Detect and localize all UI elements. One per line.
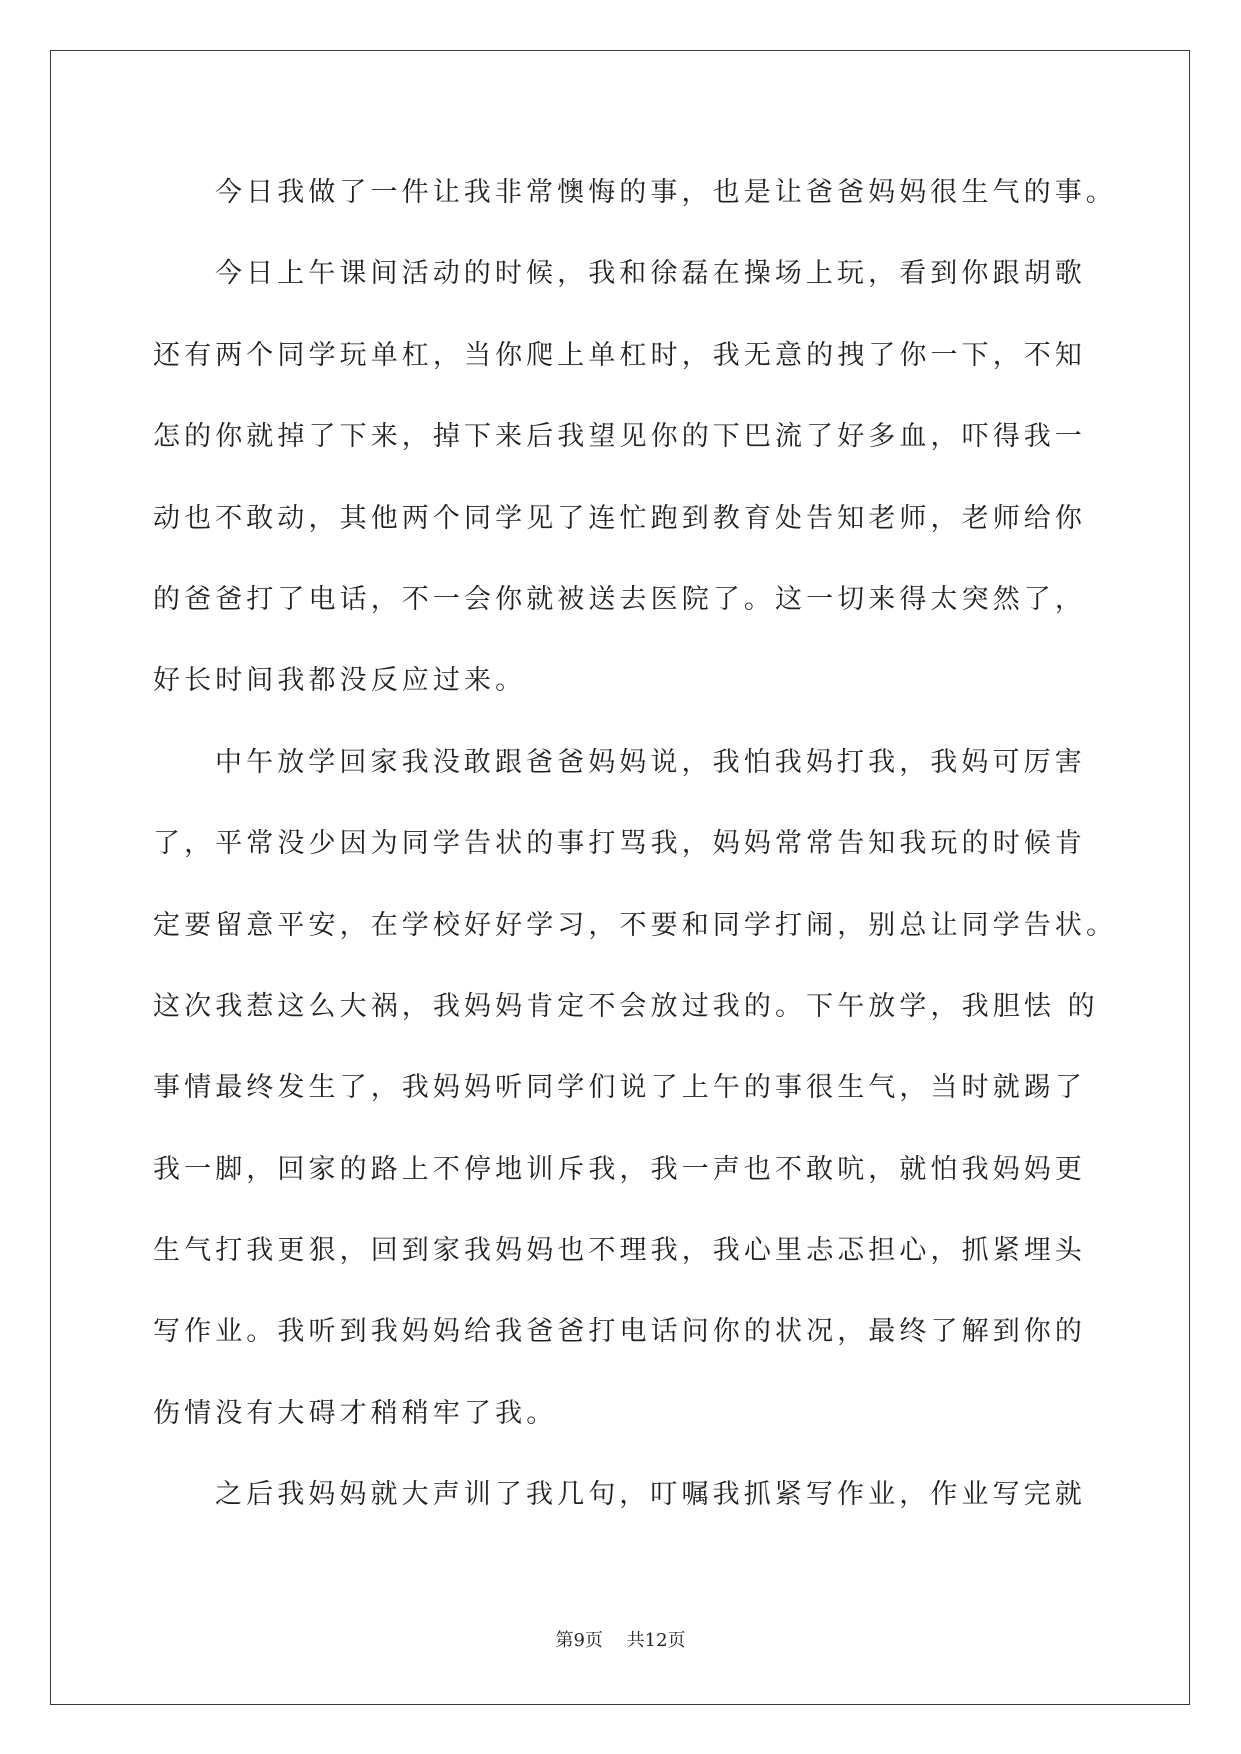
text-line: 今日上午课间活动的时候，我和徐磊在操场上玩，看到你跟胡歌	[215, 258, 1086, 290]
paragraph	[153, 722, 1133, 1455]
text-line: 中午放学回家我没敢跟爸爸妈妈说，我怕我妈打我，我妈可厉害	[215, 746, 1086, 778]
paragraph	[153, 152, 1133, 233]
text-line: 伤情没有大碍才稍稍牢了我。	[153, 1397, 558, 1429]
text-line: 写作业。我听到我妈妈给我爸爸打电话问你的状况，最终了解到你的	[153, 1316, 1086, 1348]
page-number-total: 共12页	[626, 1630, 686, 1651]
text-line: 之后我妈妈就大声训了我几句，叮嘱我抓紧写作业，作业写完就	[215, 1479, 1086, 1511]
text-line: 定要留意平安，在学校好好学习，不要和同学打闹，别总让同学告状。	[153, 909, 1118, 941]
document-body	[153, 152, 1133, 1536]
text-line: 这次我惹这么大祸，我妈妈肯定不会放过我的。下午放学，我胆怯 的	[153, 990, 1099, 1022]
paragraph	[153, 1454, 1133, 1535]
page-number-current: 第9页	[555, 1630, 603, 1651]
text-line: 好长时间我都没反应过来。	[153, 665, 527, 697]
text-line: 生气打我更狠，回到家我妈妈也不理我，我心里忐忑担心，抓紧埋头	[153, 1235, 1086, 1267]
paragraph	[153, 233, 1133, 721]
page-footer	[0, 1628, 1241, 1654]
text-line: 的爸爸打了电话，不一会你就被送去医院了。这一切来得太突然了，	[153, 583, 1086, 615]
text-line: 事情最终发生了，我妈妈听同学们说了上午的事很生气，当时就踢了	[153, 1072, 1086, 1104]
text-line: 今日我做了一件让我非常懊悔的事，也是让爸爸妈妈很生气的事。	[215, 177, 1117, 208]
text-line: 还有两个同学玩单杠，当你爬上单杠时，我无意的拽了你一下，不知	[153, 339, 1086, 371]
text-line: 我一脚，回家的路上不停地训斥我，我一声也不敢吭，就怕我妈妈更	[153, 1153, 1086, 1185]
text-line: 动也不敢动，其他两个同学见了连忙跑到教育处告知老师，老师给你	[153, 502, 1086, 534]
text-line: 怎的你就掉了下来，掉下来后我望见你的下巴流了好多血，吓得我一	[153, 421, 1086, 453]
text-line: 了，平常没少因为同学告状的事打骂我，妈妈常常告知我玩的时候肯	[153, 828, 1086, 860]
